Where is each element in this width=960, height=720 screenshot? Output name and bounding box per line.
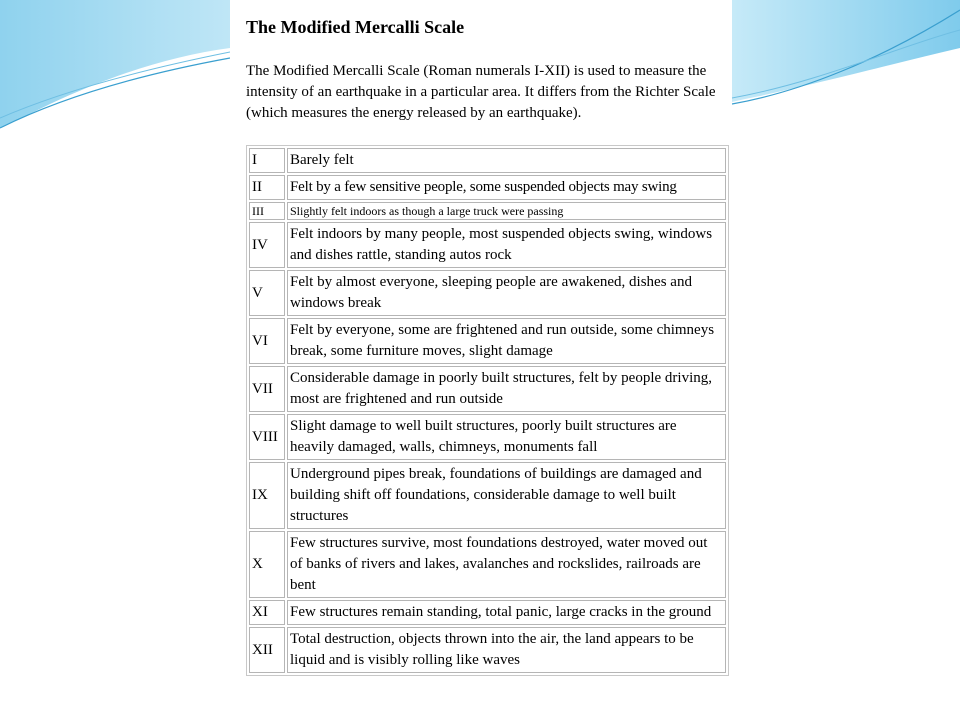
intensity-description: Barely felt	[287, 148, 726, 173]
intro-paragraph: The Modified Mercalli Scale (Roman numerals I-XII) is used to measure the intensity of an earthquake in a particular area. It differs from the Richter Scale (which measures the energy released by an earthquake).	[246, 63, 716, 121]
table-row	[249, 270, 726, 316]
intensity-numeral: III	[249, 202, 285, 220]
intensity-description: Considerable damage in poorly built structures, felt by people driving, most are frightened and run outside	[287, 366, 726, 412]
intensity-numeral: I	[249, 148, 285, 173]
table-row	[249, 531, 726, 598]
intensity-description: Felt by everyone, some are frightened and run outside, some chimneys break, some furniture moves, slight damage	[287, 318, 726, 364]
document-page	[230, 0, 732, 720]
table-row	[249, 222, 726, 268]
intensity-description: Slight damage to well built structures, poorly built structures are heavily damaged, walls, chimneys, monuments fall	[287, 414, 726, 460]
table-row	[249, 600, 726, 625]
intensity-numeral: VII	[249, 366, 285, 412]
intensity-numeral: IV	[249, 222, 285, 268]
intensity-numeral: XII	[249, 627, 285, 673]
intensity-numeral: V	[249, 270, 285, 316]
intensity-numeral: VIII	[249, 414, 285, 460]
table-row	[249, 148, 726, 173]
table-row	[249, 627, 726, 673]
intensity-numeral: XI	[249, 600, 285, 625]
table-row	[249, 366, 726, 412]
intensity-description: Felt by almost everyone, sleeping people are awakened, dishes and windows break	[287, 270, 726, 316]
intensity-numeral: IX	[249, 462, 285, 529]
table-row	[249, 414, 726, 460]
intensity-description: Slightly felt indoors as though a large truck were passing	[287, 202, 726, 220]
intensity-description: Underground pipes break, foundations of buildings are damaged and building shift off foundations, considerable damage to well built structures	[287, 462, 726, 529]
intensity-numeral: II	[249, 175, 285, 200]
page-title: The Modified Mercalli Scale	[246, 17, 465, 37]
intensity-description: Felt indoors by many people, most suspended objects swing, windows and dishes rattle, standing autos rock	[287, 222, 726, 268]
intensity-description: Total destruction, objects thrown into the air, the land appears to be liquid and is visibly rolling like waves	[287, 627, 726, 673]
intensity-numeral: X	[249, 531, 285, 598]
intensity-description: Few structures remain standing, total panic, large cracks in the ground	[287, 600, 726, 625]
table-row	[249, 318, 726, 364]
table-row	[249, 202, 726, 220]
intensity-description: Felt by a few sensitive people, some suspended objects may swing	[287, 175, 726, 200]
table-row	[249, 175, 726, 200]
table-row	[249, 462, 726, 529]
intensity-description: Few structures survive, most foundations destroyed, water moved out of banks of rivers and lakes, avalanches and rockslides, railroads are bent	[287, 531, 726, 598]
intensity-numeral: VI	[249, 318, 285, 364]
mercalli-scale-table	[246, 145, 729, 676]
